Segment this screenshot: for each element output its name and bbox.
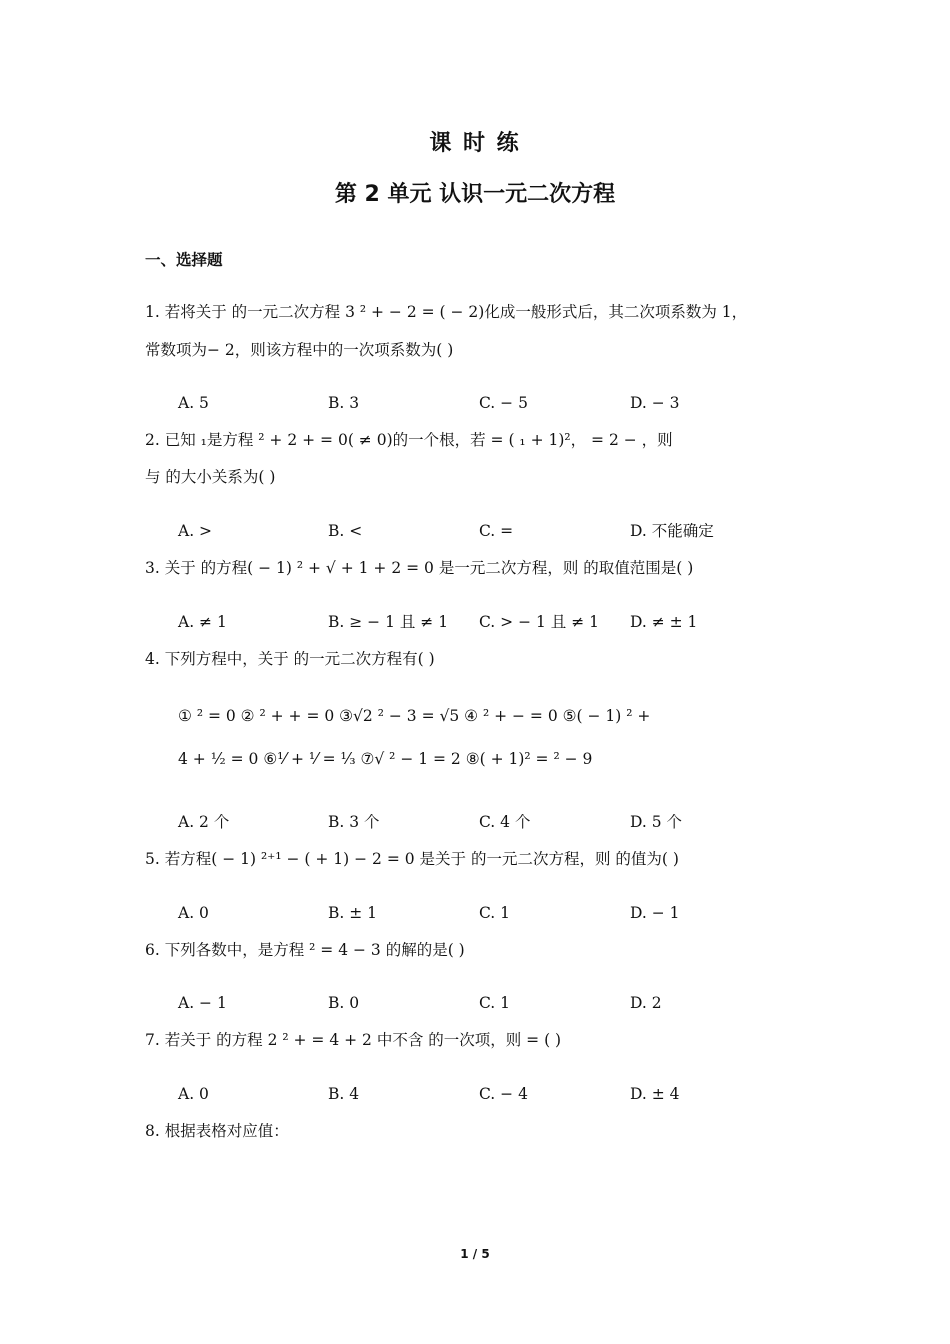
question-3-option-b: B. ≥ − 1 且 ≠ 1 [328, 613, 449, 631]
question-4-line-3: 4 + ⅟₂ = 0 ⑥¹⁄ + ¹⁄ = ¹⁄₃ ⑦√ ² − 1 = 2 ⑧( + 1)² = ² − 9 [178, 750, 593, 768]
question-7-option-c: C. − 4 [479, 1085, 528, 1103]
question-1-line-1: 1. 若将关于 的一元二次方程 3 ² + − 2 = ( − 2)化成一般形式后，其二次项系数为 1， [145, 303, 748, 321]
question-6-option-c: C. 1 [479, 994, 511, 1012]
page-number: 1 / 5 [460, 1247, 490, 1261]
question-2-line-1: 2. 已知 ₁是方程 ² + 2 + = 0( ≠ 0)的一个根，若 = ( ₁ + 1)²， = 2 − ，则 [145, 431, 673, 449]
question-6-option-b: B. 0 [328, 994, 360, 1012]
question-5-option-a: A. 0 [178, 904, 209, 922]
question-4-option-a: A. 2 个 [178, 813, 230, 831]
question-4-line-1: 4. 下列方程中，关于 的一元二次方程有( ) [145, 650, 435, 668]
question-8-line-1: 8. 根据表格对应值： [145, 1122, 289, 1140]
question-5-option-b: B. ± 1 [328, 904, 378, 922]
question-2-option-d: D. 不能确定 [630, 522, 714, 540]
question-7-option-a: A. 0 [178, 1085, 209, 1103]
section-heading: 一、选择题 [145, 251, 223, 269]
question-7-line-1: 7. 若关于 的方程 2 ² + = 4 + 2 中不含 的一次项，则 = ( ) [145, 1031, 562, 1049]
question-2-option-b: B. < [328, 522, 363, 540]
question-6-line-1: 6. 下列各数中，是方程 ² = 4 − 3 的解的是( ) [145, 941, 465, 959]
page-title: 课 时 练 [429, 131, 521, 156]
question-3-option-c: C. > − 1 且 ≠ 1 [479, 613, 599, 631]
question-7-option-d: D. ± 4 [630, 1085, 680, 1103]
question-2-option-c: C. = [479, 522, 514, 540]
question-1-option-b: B. 3 [328, 394, 360, 412]
question-1-line-2: 常数项为− 2，则该方程中的一次项系数为( ) [145, 341, 454, 359]
question-2-line-2: 与 的大小关系为( ) [145, 468, 276, 486]
question-2-option-a: A. > [178, 522, 213, 540]
question-1-option-c: C. − 5 [479, 394, 528, 412]
question-4-option-b: B. 3 个 [328, 813, 380, 831]
question-1-option-a: A. 5 [178, 394, 209, 412]
question-4-option-d: D. 5 个 [630, 813, 683, 831]
question-3-option-d: D. ≠ ± 1 [630, 613, 698, 631]
question-3-option-a: A. ≠ 1 [178, 613, 227, 631]
question-4-line-2: ① ² = 0 ② ² + + = 0 ③√2 ² − 3 = √5 ④ ² + − = 0 ⑤( − 1) ² + [178, 707, 651, 725]
question-1-option-d: D. − 3 [630, 394, 680, 412]
question-5-option-c: C. 1 [479, 904, 511, 922]
question-4-option-c: C. 4 个 [479, 813, 531, 831]
question-6-option-d: D. 2 [630, 994, 662, 1012]
page-subtitle: 第 2 单元 认识一元二次方程 [334, 182, 616, 207]
question-7-option-b: B. 4 [328, 1085, 360, 1103]
question-5-option-d: D. − 1 [630, 904, 680, 922]
question-3-line-1: 3. 关于 的方程( − 1) ² + √ + 1 + 2 = 0 是一元二次方程，则 的取值范围是( ) [145, 559, 694, 577]
question-6-option-a: A. − 1 [178, 994, 227, 1012]
question-5-line-1: 5. 若方程( − 1) ²⁺¹ − ( + 1) − 2 = 0 是关于 的一元二次方程，则 的值为( ) [145, 850, 679, 868]
